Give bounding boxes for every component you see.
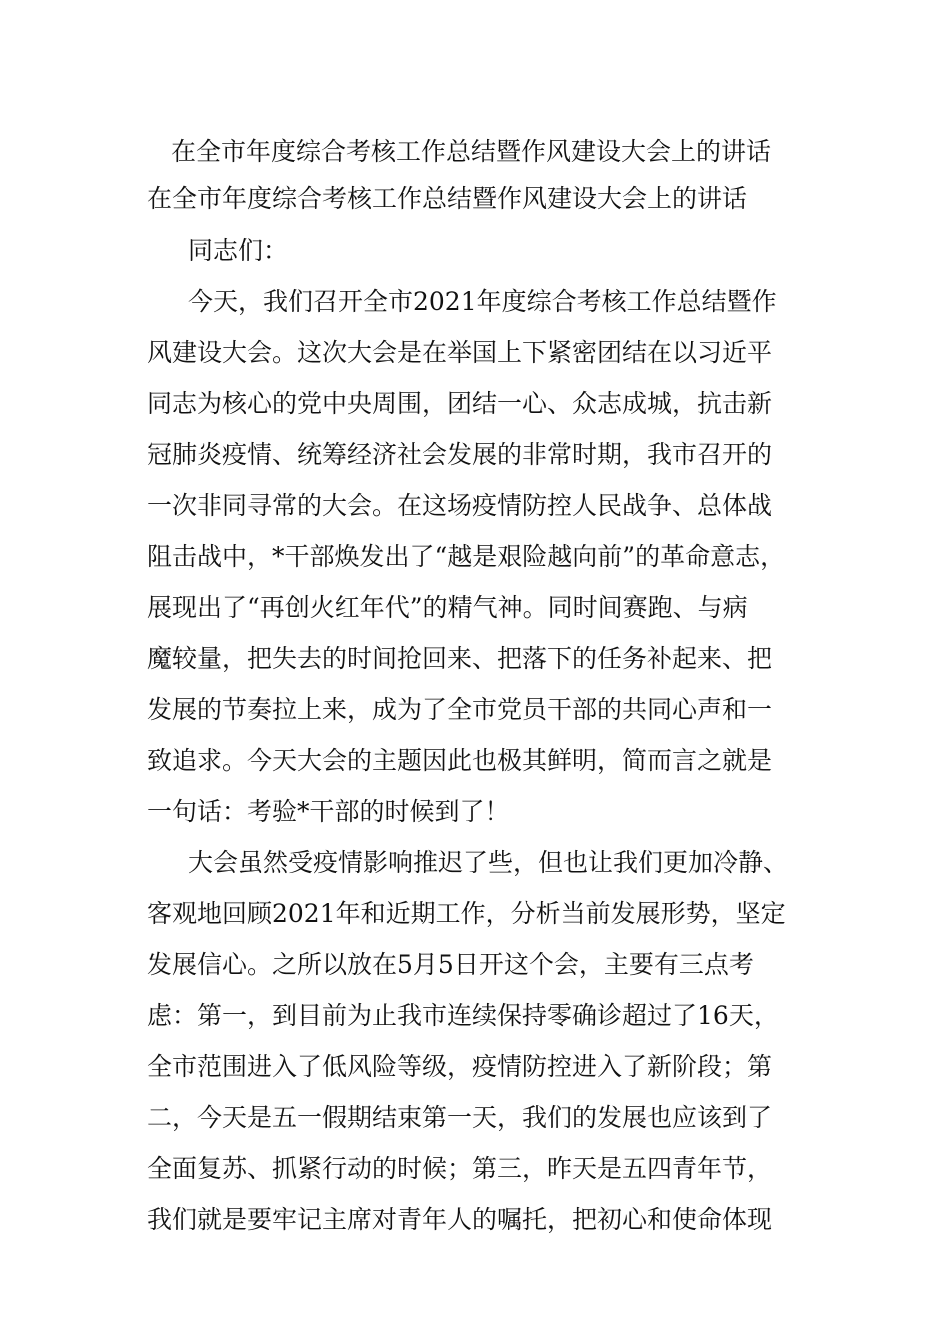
- salutation: 同志们：: [188, 236, 289, 265]
- paragraph-2-line-1: 大会虽然受疫情影响推迟了些，但也让我们更加冷静、: [188, 848, 789, 877]
- paragraph-1-line-4: 冠肺炎疫情、统筹经济社会发展的非常时期，我市召开的: [147, 440, 773, 469]
- paragraph-1-line-3: 同志为核心的党中央周围，团结一心、众志成城，抗击新: [147, 389, 773, 418]
- paragraph-1-line-1: 今天，我们召开全市2021年度综合考核工作总结暨作: [188, 287, 777, 316]
- paragraph-2-line-6: 二，今天是五一假期结束第一天，我们的发展也应该到了: [147, 1103, 773, 1132]
- document-title: 在全市年度综合考核工作总结暨作风建设大会上的讲话: [171, 137, 772, 166]
- paragraph-2-line-5: 全市范围进入了低风险等级，疫情防控进入了新阶段；第: [147, 1052, 773, 1081]
- paragraph-1-line-9: 发展的节奏拉上来，成为了全市党员干部的共同心声和一: [147, 695, 773, 724]
- paragraph-2-line-2: 客观地回顾2021年和近期工作，分析当前发展形势，坚定: [147, 899, 786, 928]
- paragraph-1-line-11: 一句话：考验*干部的时候到了！: [147, 797, 510, 826]
- paragraph-2-line-7: 全面复苏、抓紧行动的时候；第三，昨天是五四青年节，: [147, 1154, 773, 1183]
- paragraph-1-line-6: 阻击战中，*干部焕发出了“越是艰险越向前”的革命意志，: [147, 542, 786, 571]
- paragraph-1-line-8: 魔较量，把失去的时间抢回来、把落下的任务补起来、把: [147, 644, 773, 673]
- paragraph-2-line-4: 虑：第一，到目前为止我市连续保持零确诊超过了16天，: [147, 1001, 779, 1030]
- paragraph-1-line-7: 展现出了“再创火红年代”的精气神。同时间赛跑、与病: [147, 593, 748, 622]
- document-title-repeat: 在全市年度综合考核工作总结暨作风建设大会上的讲话: [147, 184, 748, 213]
- paragraph-2-line-8: 我们就是要牢记主席对青年人的嘱托，把初心和使命体现: [147, 1205, 773, 1234]
- paragraph-1-line-5: 一次非同寻常的大会。在这场疫情防控人民战争、总体战: [147, 491, 773, 520]
- paragraph-1-line-10: 致追求。今天大会的主题因此也极其鲜明，简而言之就是: [147, 746, 773, 775]
- paragraph-1-line-2: 风建设大会。这次大会是在举国上下紧密团结在以习近平: [147, 338, 773, 367]
- paragraph-2-line-3: 发展信心。之所以放在5月5日开这个会，主要有三点考: [147, 950, 754, 979]
